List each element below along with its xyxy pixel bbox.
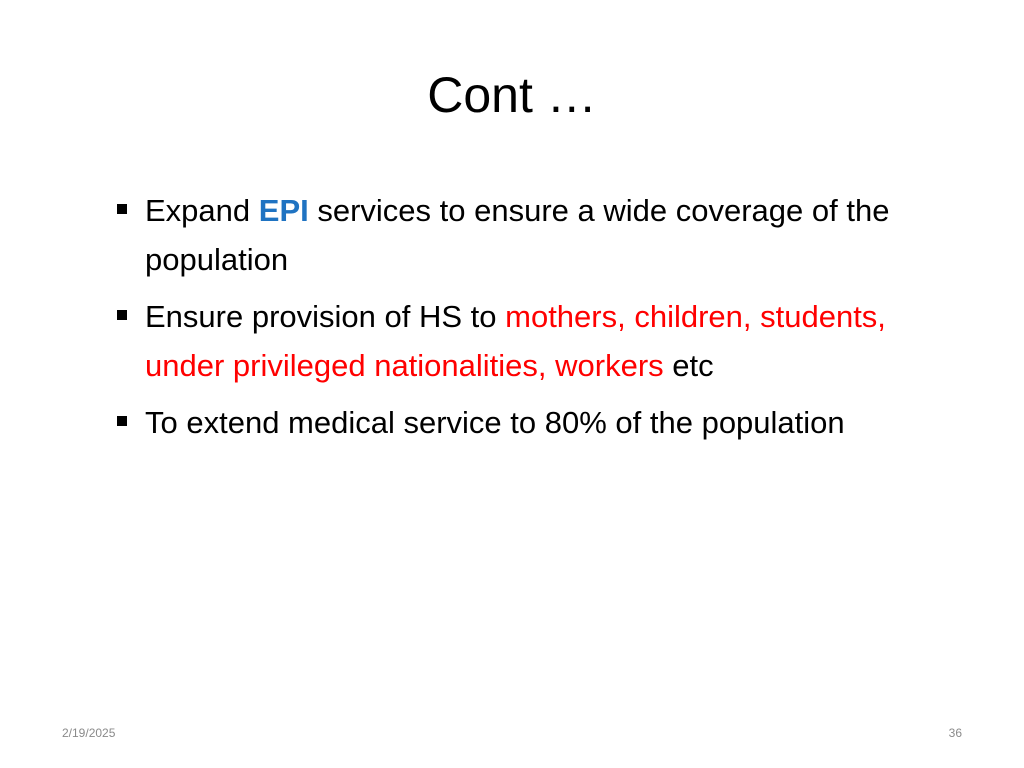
square-bullet-icon [117,416,127,426]
bullet-text-before: Expand [145,193,259,228]
bullet-text: To extend medical service to 80% of the population [145,405,845,440]
bullet-item-medical-service [112,398,972,447]
footer-page-number: 36 [948,726,962,740]
highlight-groups: mothers, children, students, under privileged nationalities, workers [145,299,886,383]
square-bullet-icon [117,310,127,320]
bullet-text [145,299,886,383]
highlight-epi: EPI [258,193,309,228]
bullet-text-after: services to ensure a wide coverage of the population [145,193,890,277]
footer-date: 2/19/2025 [62,726,116,740]
bullet-item-epi [112,186,972,284]
bullet-list [112,186,972,455]
bullet-item-provision [112,292,972,390]
bullet-text-after: etc [663,348,714,383]
bullet-text-before: Ensure provision of HS to [145,299,506,334]
slide-title: Cont … [427,67,597,123]
bullet-text [145,193,889,277]
square-bullet-icon [117,204,127,214]
